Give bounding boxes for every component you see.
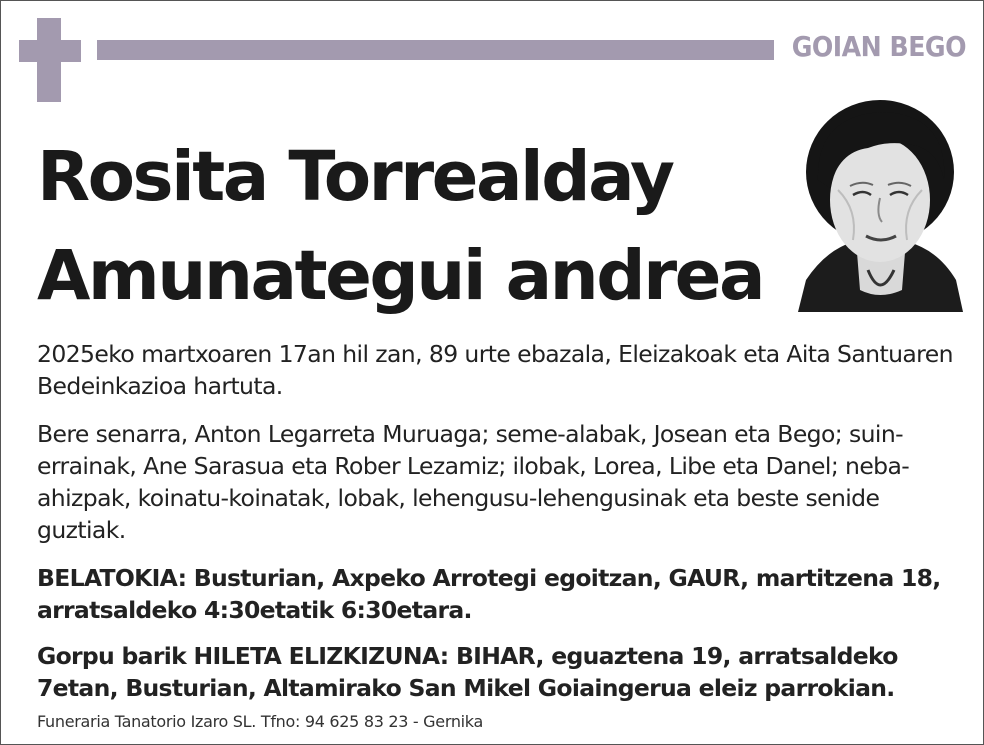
header-bar (97, 40, 774, 60)
funeral-paragraph: Gorpu barik HILETA ELIZKIZUNA: BIHAR, eguaztena 19, arratsaldeko 7etan, Busturian, Altamirako San Mikel Goiaingerua eleiz parrokian. (37, 642, 898, 702)
funeral-home-footer: Funeraria Tanatorio Izaro SL. Tfno: 94 625 83 23 - Gernika (37, 712, 483, 731)
death-notice-paragraph: 2025eko martxoaren 17an hil zan, 89 urte ebazala, Eleizakoak eta Aita Santuaren Bedeinkazioa hartuta. (37, 340, 953, 400)
portrait-photo (798, 100, 963, 312)
wake-paragraph: BELATOKIA: Busturian, Axpeko Arrotegi egoitzan, GAUR, martitzena 18, arratsaldeko 4:30etatik 6:30etara. (37, 564, 941, 624)
family-paragraph: Bere senarra, Anton Legarreta Muruaga; seme-alabak, Josean eta Bego; suin-errainak, Ane Sarasua eta Rober Lezamiz; ilobak, Lorea, Libe eta Danel; neba-ahizpak, koinatu-koinatak, lobak, lehengusu-lehengusinak eta beste senide guztiak. (37, 420, 910, 544)
location-label: GOIAN BEGO (791, 30, 966, 63)
deceased-name (37, 128, 777, 326)
name-line-1: Rosita Torrealday (37, 137, 673, 217)
name-line-2: Amunategui andrea (37, 236, 764, 316)
